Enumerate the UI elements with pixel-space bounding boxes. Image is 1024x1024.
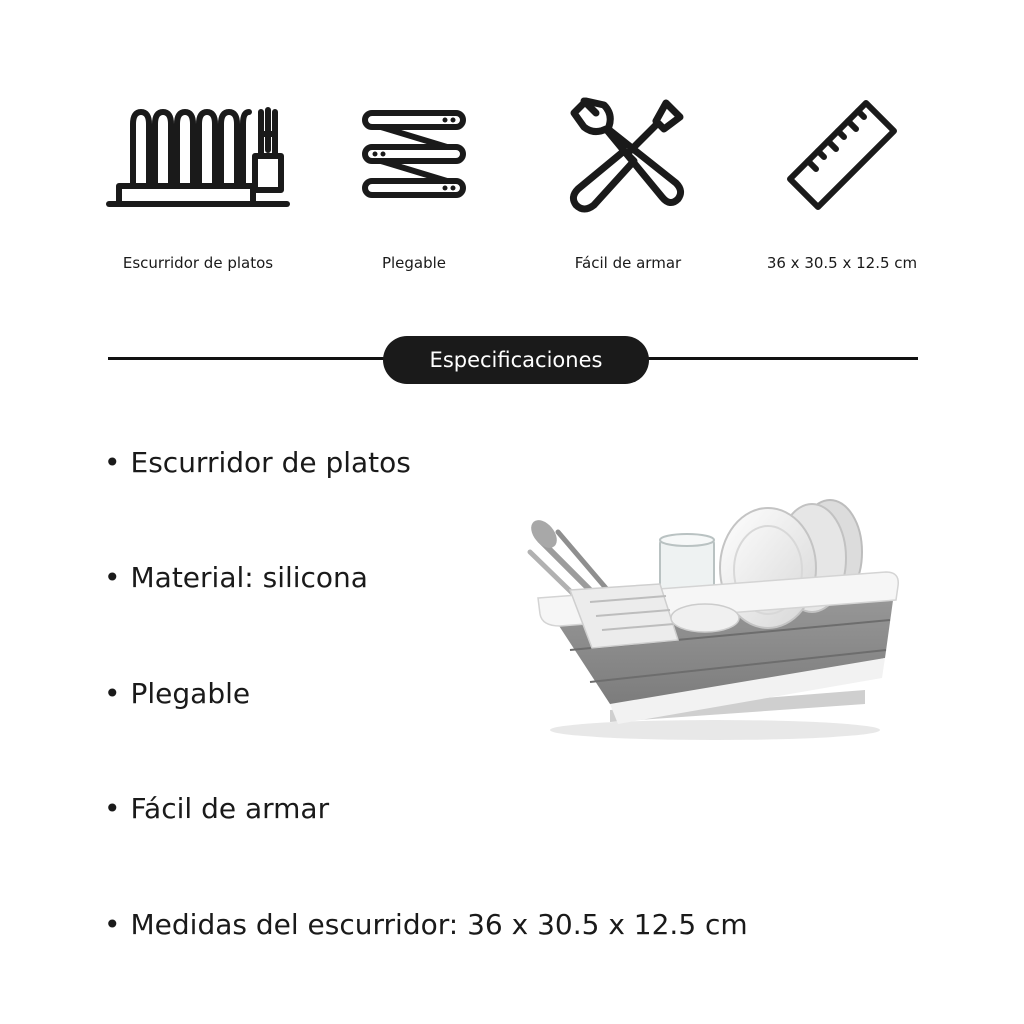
spec-item [104,677,250,710]
feature-label: Plegable [381,254,447,272]
spec-item [104,446,411,479]
spec-text: Plegable [130,677,251,710]
divider-right [645,357,918,360]
ruler-icon [732,90,952,220]
spec-text: Material: silicona [130,561,368,594]
feature-foldable [304,90,524,290]
feature-label: Fácil de armar [574,254,682,272]
feature-label: Escurridor de platos [122,254,274,272]
feature-label: 36 x 30.5 x 12.5 cm [766,254,918,272]
spec-text: Fácil de armar [130,792,330,825]
divider-left [108,357,388,360]
feature-dimensions [732,90,952,290]
spec-text: Medidas del escurridor: 36 x 30.5 x 12.5 cm [130,908,748,941]
section-title: Especificaciones [383,336,649,384]
product-image [500,490,910,750]
bullet: • [104,446,121,479]
bullet: • [104,792,121,825]
tools-icon [518,90,738,220]
spec-item [104,561,368,594]
feature-easy-assembly [518,90,738,290]
dish-rack-icon [88,90,308,220]
bullet: • [104,561,121,594]
spec-text: Escurridor de platos [130,446,411,479]
bullet: • [104,908,121,941]
bullet: • [104,677,121,710]
spec-item [104,908,748,941]
spec-item [104,792,329,825]
feature-dish-rack [88,90,308,290]
foldable-icon [304,90,524,220]
